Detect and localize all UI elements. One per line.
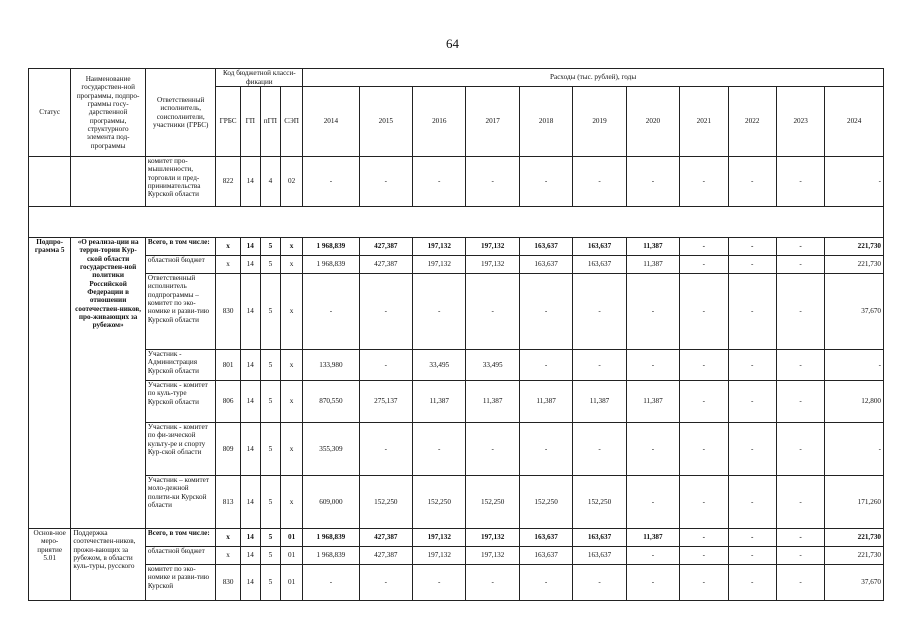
header-code-pgp: пГП: [260, 87, 280, 157]
value-cell: 275,137: [359, 381, 412, 423]
value-cell: -: [359, 565, 412, 601]
header-program-name: Наименование государствен-ной программы, подпро-граммы госу-дарственной программы, структурного элемента под-программы: [71, 69, 146, 157]
status-cell: Подпро-грамма 5: [29, 238, 71, 529]
executor-cell: Участник - Администрация Курской области: [145, 350, 216, 381]
value-cell: -: [413, 157, 466, 207]
code-cell: 801: [216, 350, 240, 381]
value-cell: -: [626, 157, 679, 207]
value-cell: 427,387: [359, 238, 412, 256]
value-cell: -: [413, 565, 466, 601]
value-cell: -: [728, 381, 776, 423]
value-cell: 163,637: [519, 256, 572, 274]
value-cell: 221,730: [825, 256, 884, 274]
value-cell: 33,495: [466, 350, 519, 381]
value-cell: -: [519, 274, 572, 350]
code-cell: 4: [260, 157, 280, 207]
header-status: Статус: [29, 69, 71, 157]
status-cell-empty: [29, 157, 71, 207]
value-cell: -: [728, 350, 776, 381]
table-row: [29, 565, 884, 601]
value-cell: -: [680, 547, 728, 565]
spacer-row: [29, 207, 884, 238]
value-cell: -: [466, 274, 519, 350]
value-cell: 11,387: [626, 238, 679, 256]
executor-cell: Ответственный исполнитель подпрограммы – комитет по эко-номике и разви-тию Курской области: [145, 274, 216, 350]
value-cell: 133,980: [303, 350, 359, 381]
header-year: 2024: [825, 87, 884, 157]
code-cell: 14: [240, 547, 260, 565]
header-year: 2015: [359, 87, 412, 157]
value-cell: -: [359, 350, 412, 381]
value-cell: 355,309: [303, 423, 359, 476]
code-cell: 14: [240, 274, 260, 350]
expenses-table: [28, 68, 884, 601]
value-cell: 11,387: [466, 381, 519, 423]
value-cell: 152,250: [573, 476, 626, 529]
header-year: 2019: [573, 87, 626, 157]
code-cell: 14: [240, 256, 260, 274]
value-cell: 221,730: [825, 238, 884, 256]
value-cell: -: [680, 529, 728, 547]
header-budget-code: Код бюджетной класси-фикации: [216, 69, 303, 87]
executor-cell: комитет по эко-номике и разви-тию Курской: [145, 565, 216, 601]
value-cell: 427,387: [359, 529, 412, 547]
table-row: [29, 423, 884, 476]
value-cell: 37,670: [825, 565, 884, 601]
table-row: [29, 381, 884, 423]
header-expenses: Расходы (тыс. рублей), годы: [303, 69, 884, 87]
value-cell: -: [466, 423, 519, 476]
header-year: 2017: [466, 87, 519, 157]
executor-cell: Всего, в том числе:: [145, 238, 216, 256]
code-cell: х: [280, 350, 302, 381]
executor-cell: областной бюджет: [145, 256, 216, 274]
value-cell: 1 968,839: [303, 547, 359, 565]
value-cell: 197,132: [413, 238, 466, 256]
value-cell: -: [728, 547, 776, 565]
table-row: [29, 529, 884, 547]
code-cell: 5: [260, 256, 280, 274]
code-cell: х: [280, 274, 302, 350]
program-name-cell: Поддержка соотечествен-ников, прожи-вающих за рубежом, в области куль-туры, русского: [71, 529, 146, 601]
value-cell: -: [573, 157, 626, 207]
value-cell: -: [303, 274, 359, 350]
code-cell: 14: [240, 238, 260, 256]
name-cell-empty: [71, 157, 146, 207]
code-cell: 14: [240, 157, 260, 207]
value-cell: -: [626, 565, 679, 601]
value-cell: -: [728, 476, 776, 529]
table-row: [29, 350, 884, 381]
header-year: 2021: [680, 87, 728, 157]
value-cell: 1 968,839: [303, 529, 359, 547]
value-cell: -: [680, 274, 728, 350]
value-cell: -: [519, 565, 572, 601]
value-cell: -: [413, 423, 466, 476]
value-cell: 163,637: [573, 256, 626, 274]
value-cell: 152,250: [466, 476, 519, 529]
value-cell: 11,387: [626, 256, 679, 274]
code-cell: 14: [240, 529, 260, 547]
table-row: [29, 476, 884, 529]
value-cell: -: [776, 529, 824, 547]
code-cell: 813: [216, 476, 240, 529]
code-cell: 01: [280, 547, 302, 565]
value-cell: -: [413, 274, 466, 350]
code-cell: 14: [240, 381, 260, 423]
code-cell: 14: [240, 565, 260, 601]
table-row: [29, 256, 884, 274]
value-cell: -: [680, 238, 728, 256]
value-cell: 870,550: [303, 381, 359, 423]
value-cell: -: [626, 476, 679, 529]
value-cell: -: [825, 157, 884, 207]
value-cell: -: [359, 274, 412, 350]
value-cell: -: [776, 274, 824, 350]
value-cell: 11,387: [626, 381, 679, 423]
value-cell: -: [776, 381, 824, 423]
value-cell: 221,730: [825, 529, 884, 547]
value-cell: 1 968,839: [303, 256, 359, 274]
code-cell: х: [280, 381, 302, 423]
code-cell: 822: [216, 157, 240, 207]
value-cell: -: [776, 238, 824, 256]
code-cell: 5: [260, 350, 280, 381]
value-cell: 11,387: [573, 381, 626, 423]
value-cell: 163,637: [573, 529, 626, 547]
code-cell: х: [280, 238, 302, 256]
code-cell: х: [280, 256, 302, 274]
code-cell: 5: [260, 547, 280, 565]
value-cell: -: [728, 565, 776, 601]
value-cell: -: [519, 423, 572, 476]
code-cell: 830: [216, 274, 240, 350]
code-cell: х: [216, 529, 240, 547]
value-cell: -: [466, 565, 519, 601]
value-cell: -: [680, 350, 728, 381]
value-cell: 197,132: [466, 529, 519, 547]
value-cell: 11,387: [626, 529, 679, 547]
value-cell: -: [728, 238, 776, 256]
code-cell: 5: [260, 565, 280, 601]
value-cell: 37,670: [825, 274, 884, 350]
value-cell: -: [626, 274, 679, 350]
value-cell: -: [776, 423, 824, 476]
table-row: [29, 238, 884, 256]
value-cell: -: [680, 381, 728, 423]
value-cell: 1 968,839: [303, 238, 359, 256]
value-cell: 427,387: [359, 256, 412, 274]
value-cell: -: [626, 350, 679, 381]
header-year: 2022: [728, 87, 776, 157]
code-cell: 5: [260, 423, 280, 476]
header-year: 2018: [519, 87, 572, 157]
code-cell: 809: [216, 423, 240, 476]
code-cell: х: [280, 423, 302, 476]
value-cell: 163,637: [573, 238, 626, 256]
header-code-sep: СЭП: [280, 87, 302, 157]
table-row: [29, 547, 884, 565]
code-cell: 01: [280, 529, 302, 547]
header-year: 2014: [303, 87, 359, 157]
value-cell: -: [776, 476, 824, 529]
executor-cell: Участник - комитет по фи-зической культу-ре и спорту Кур-ской области: [145, 423, 216, 476]
executor-cell: Всего, в том числе:: [145, 529, 216, 547]
value-cell: -: [303, 157, 359, 207]
value-cell: -: [680, 565, 728, 601]
code-cell: 5: [260, 274, 280, 350]
table-row: [29, 274, 884, 350]
value-cell: 197,132: [413, 547, 466, 565]
code-cell: 14: [240, 476, 260, 529]
table-body: [29, 69, 884, 601]
value-cell: -: [573, 423, 626, 476]
value-cell: 197,132: [466, 256, 519, 274]
value-cell: -: [728, 157, 776, 207]
value-cell: 427,387: [359, 547, 412, 565]
header-year: 2023: [776, 87, 824, 157]
value-cell: -: [519, 157, 572, 207]
code-cell: 14: [240, 350, 260, 381]
value-cell: -: [359, 423, 412, 476]
value-cell: 171,260: [825, 476, 884, 529]
value-cell: 11,387: [519, 381, 572, 423]
value-cell: -: [825, 423, 884, 476]
value-cell: -: [728, 274, 776, 350]
code-cell: х: [216, 238, 240, 256]
code-cell: 5: [260, 238, 280, 256]
spacer-cell: [29, 207, 884, 238]
value-cell: -: [680, 476, 728, 529]
code-cell: 5: [260, 476, 280, 529]
header-year: 2016: [413, 87, 466, 157]
value-cell: 197,132: [413, 529, 466, 547]
value-cell: 163,637: [573, 547, 626, 565]
value-cell: 197,132: [413, 256, 466, 274]
code-cell: 01: [280, 565, 302, 601]
value-cell: 33,495: [413, 350, 466, 381]
value-cell: -: [680, 157, 728, 207]
header-row: [29, 69, 884, 87]
value-cell: -: [359, 157, 412, 207]
value-cell: -: [825, 350, 884, 381]
table-row: [29, 157, 884, 207]
value-cell: 163,637: [519, 547, 572, 565]
code-cell: 806: [216, 381, 240, 423]
code-cell: х: [280, 476, 302, 529]
header-year: 2020: [626, 87, 679, 157]
value-cell: -: [680, 423, 728, 476]
code-cell: 5: [260, 381, 280, 423]
header-executor: Ответственный исполнитель, соисполнители, участники (ГРБС): [145, 69, 216, 157]
value-cell: -: [303, 565, 359, 601]
value-cell: 197,132: [466, 547, 519, 565]
header-code-grbs: ГРБС: [216, 87, 240, 157]
code-cell: х: [216, 547, 240, 565]
code-cell: 5: [260, 529, 280, 547]
value-cell: 11,387: [413, 381, 466, 423]
value-cell: -: [776, 256, 824, 274]
value-cell: -: [776, 350, 824, 381]
value-cell: 12,800: [825, 381, 884, 423]
value-cell: 152,250: [519, 476, 572, 529]
value-cell: -: [776, 565, 824, 601]
value-cell: 152,250: [413, 476, 466, 529]
code-cell: 830: [216, 565, 240, 601]
value-cell: 152,250: [359, 476, 412, 529]
value-cell: -: [573, 274, 626, 350]
value-cell: 221,730: [825, 547, 884, 565]
code-cell: 02: [280, 157, 302, 207]
code-cell: х: [216, 256, 240, 274]
executor-cell: комитет про-мышленности, торговли и пред-принимательства Курской области: [145, 157, 216, 207]
value-cell: -: [626, 547, 679, 565]
value-cell: -: [776, 157, 824, 207]
value-cell: 609,000: [303, 476, 359, 529]
executor-cell: областной бюджет: [145, 547, 216, 565]
value-cell: -: [728, 423, 776, 476]
value-cell: -: [626, 423, 679, 476]
value-cell: -: [573, 350, 626, 381]
executor-cell: Участник - комитет по куль-туре Курской области: [145, 381, 216, 423]
value-cell: -: [680, 256, 728, 274]
status-cell: Основ-ное меро-приятие 5.01: [29, 529, 71, 601]
value-cell: 197,132: [466, 238, 519, 256]
code-cell: 14: [240, 423, 260, 476]
page-number: 64: [446, 36, 459, 51]
header-code-gp: ГП: [240, 87, 260, 157]
value-cell: -: [728, 256, 776, 274]
value-cell: 163,637: [519, 529, 572, 547]
value-cell: -: [519, 350, 572, 381]
value-cell: -: [573, 565, 626, 601]
value-cell: -: [776, 547, 824, 565]
value-cell: -: [466, 157, 519, 207]
value-cell: -: [728, 529, 776, 547]
program-name-cell: «О реализа-ции на терри-тории Кур-ской области государствен-ной политики Российской Федерации в отношении соотечествен-ников, про-живающих за рубежом»: [71, 238, 146, 529]
executor-cell: Участник – комитет моло-дежной полити-ки Курской области: [145, 476, 216, 529]
value-cell: 163,637: [519, 238, 572, 256]
